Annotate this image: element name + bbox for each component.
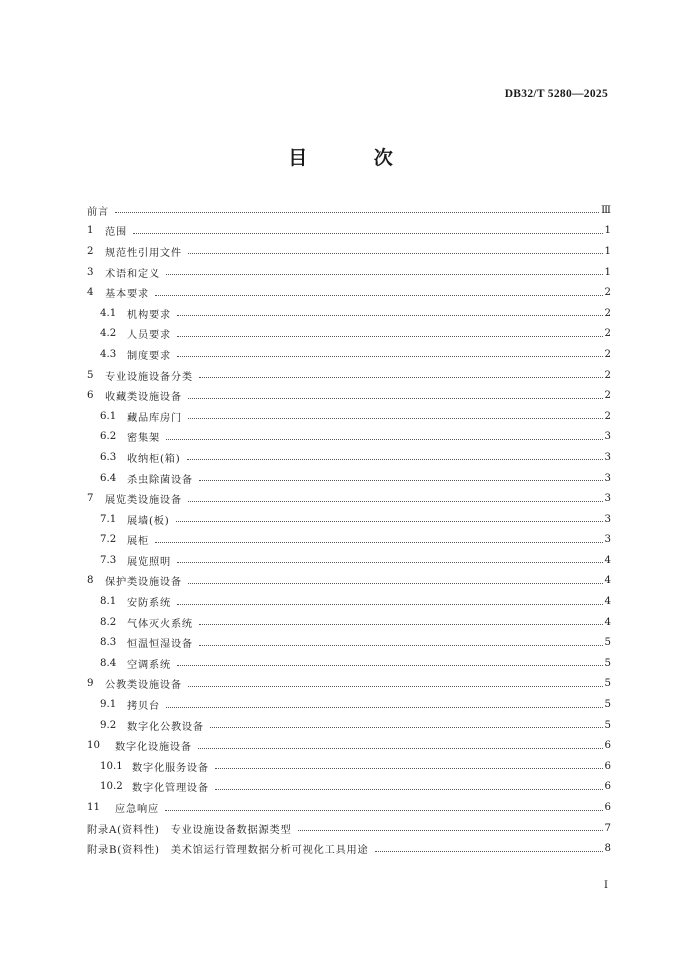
toc-entry-page: 6 — [604, 802, 611, 814]
toc-entry-page: 5 — [604, 678, 611, 690]
toc-entry-label: 展柜 — [127, 536, 149, 548]
toc-leader-dots — [215, 767, 603, 769]
toc-entry-page: 2 — [604, 287, 611, 299]
toc-entry-page: 5 — [604, 699, 611, 711]
toc-entry-label: 专业设施设备分类 — [105, 371, 193, 383]
toc-entry-page: 3 — [604, 493, 611, 505]
toc-entry-page: 3 — [604, 534, 611, 546]
toc-leader-dots — [177, 603, 603, 605]
toc-leader-dots — [199, 644, 603, 646]
toc-entry[interactable] — [87, 632, 611, 653]
toc-entry-page: 2 — [604, 410, 611, 422]
toc-leader-dots — [155, 541, 603, 543]
toc-entry[interactable] — [87, 756, 611, 777]
toc-entry-page: 3 — [604, 451, 611, 463]
toc-entry-number: 10 — [87, 740, 100, 752]
toc-leader-dots — [177, 355, 603, 357]
document-code: DB32/T 5280—2025 — [504, 88, 608, 100]
toc-entry-label: 人员要求 — [127, 330, 171, 342]
toc-entry[interactable] — [87, 591, 611, 612]
toc-entry-page: 2 — [604, 348, 611, 360]
toc-leader-dots — [115, 211, 599, 213]
toc-entry-page: 4 — [604, 554, 611, 566]
toc-entry-number: 8.2 — [100, 616, 117, 628]
toc-entry-label: 空调系统 — [127, 659, 171, 671]
toc-entry[interactable] — [87, 818, 611, 839]
toc-leader-dots — [188, 582, 603, 584]
toc-leader-dots — [165, 809, 603, 811]
toc-leader-dots — [188, 685, 603, 687]
toc-entry-page: 3 — [604, 431, 611, 443]
toc-entry-label: 安防系统 — [127, 598, 171, 610]
toc-entry-page: 6 — [604, 760, 611, 772]
toc-entry-label: 保护类设施设备 — [105, 577, 182, 589]
toc-entry-number: 1 — [87, 225, 94, 237]
toc-entry-label: 附录B(资料性) 美术馆运行管理数据分析可视化工具用途 — [87, 845, 369, 857]
page-title: 目 次 — [288, 147, 423, 169]
toc-entry[interactable] — [87, 406, 611, 427]
toc-entry-label: 展墙(板) — [127, 515, 170, 527]
toc-entry-number: 8.4 — [100, 657, 117, 669]
toc-entry-label: 数字化管理设备 — [132, 783, 209, 795]
toc-leader-dots — [199, 376, 603, 378]
toc-entry-page: 4 — [604, 616, 611, 628]
toc-entry-page: 4 — [604, 596, 611, 608]
toc-entry-label: 气体灭火系统 — [127, 618, 193, 630]
toc-entry-label: 公教类设施设备 — [105, 680, 182, 692]
toc-entry-label: 规范性引用文件 — [105, 247, 182, 259]
toc-entry[interactable] — [87, 200, 611, 221]
toc-entry-label: 展览类设施设备 — [105, 495, 182, 507]
toc-entry-label: 术语和定义 — [105, 268, 160, 280]
toc-entry[interactable] — [87, 241, 611, 262]
toc-entry-number: 7 — [87, 493, 94, 505]
toc-entry[interactable] — [87, 303, 611, 324]
toc-entry[interactable] — [87, 509, 611, 530]
toc-entry-label: 数字化公教设备 — [127, 721, 204, 733]
toc-entry-number: 8.3 — [100, 637, 117, 649]
toc-leader-dots — [177, 314, 603, 316]
toc-leader-dots — [166, 706, 603, 708]
toc-entry-number: 5 — [87, 369, 94, 381]
toc-entry[interactable] — [87, 571, 611, 592]
toc-entry[interactable] — [87, 282, 611, 303]
toc-leader-dots — [210, 726, 603, 728]
toc-entry-page: 3 — [604, 472, 611, 484]
toc-entry-label: 制度要求 — [127, 350, 171, 362]
toc-entry-page: 3 — [604, 513, 611, 525]
toc-leader-dots — [215, 788, 603, 790]
toc-leader-dots — [133, 232, 603, 234]
toc-leader-dots — [188, 500, 603, 502]
toc-entry[interactable] — [87, 488, 611, 509]
toc-entry-label: 恒温恒湿设备 — [127, 639, 193, 651]
toc-entry-page: 2 — [604, 328, 611, 340]
toc-entry[interactable] — [87, 324, 611, 345]
toc-entry-number: 4.1 — [100, 307, 117, 319]
toc-entry-number: 4 — [87, 287, 94, 299]
toc-entry-label: 藏品库房门 — [127, 412, 182, 424]
toc-entry-label: 前言 — [87, 206, 109, 218]
toc-entry[interactable] — [87, 550, 611, 571]
toc-entry-page: 1 — [604, 225, 611, 237]
toc-leader-dots — [177, 664, 603, 666]
toc-entry[interactable] — [87, 385, 611, 406]
toc-entry[interactable] — [87, 344, 611, 365]
toc-leader-dots — [166, 438, 603, 440]
toc-leader-dots — [187, 458, 603, 460]
toc-entry-page: 4 — [604, 575, 611, 587]
toc-entry-number: 8.1 — [100, 596, 117, 608]
toc-entry-page: 2 — [604, 307, 611, 319]
toc-entry-number: 4.3 — [100, 348, 117, 360]
toc-entry-label: 拷贝台 — [127, 701, 160, 713]
toc-entry-label: 范围 — [105, 227, 127, 239]
toc-entry[interactable] — [87, 674, 611, 695]
toc-entry[interactable] — [87, 694, 611, 715]
toc-entry[interactable] — [87, 427, 611, 448]
toc-leader-dots — [188, 397, 603, 399]
toc-entry-number: 8 — [87, 575, 94, 587]
toc-entry[interactable] — [87, 262, 611, 283]
toc-leader-dots — [177, 335, 603, 337]
toc-entry-number: 6 — [87, 390, 94, 402]
toc-entry-page: Ⅲ — [601, 204, 611, 216]
toc-leader-dots — [188, 417, 603, 419]
toc-entry-number: 3 — [87, 266, 94, 278]
toc-entry[interactable] — [87, 447, 611, 468]
page-number: Ⅰ — [604, 880, 608, 891]
toc-entry-number: 10.2 — [100, 781, 123, 793]
toc-entry-label: 数字化设施设备 — [115, 742, 192, 754]
toc-entry-page: 5 — [604, 719, 611, 731]
toc-entry-page: 1 — [604, 245, 611, 257]
toc-entry[interactable] — [87, 468, 611, 489]
toc-entry[interactable] — [87, 530, 611, 551]
toc-entry-number: 6.3 — [100, 451, 117, 463]
toc-entry-number: 6.4 — [100, 472, 117, 484]
toc-leader-dots — [198, 747, 603, 749]
toc-entry-page: 2 — [604, 390, 611, 402]
toc-entry-label: 应急响应 — [115, 804, 159, 816]
toc-entry-number: 10.1 — [100, 760, 123, 772]
toc-entry-label: 展览照明 — [127, 556, 171, 568]
toc-entry-number: 7.1 — [100, 513, 117, 525]
toc-entry-number: 4.2 — [100, 328, 117, 340]
toc-entry[interactable] — [87, 365, 611, 386]
toc-entry-label: 基本要求 — [105, 289, 149, 301]
toc-leader-dots — [166, 273, 603, 275]
toc-entry[interactable] — [87, 653, 611, 674]
toc-entry-page: 6 — [604, 740, 611, 752]
toc-entry-number: 7.3 — [100, 554, 117, 566]
toc-leader-dots — [176, 520, 603, 522]
toc-entry-number: 9.2 — [100, 719, 117, 731]
toc-entry-number: 6.1 — [100, 410, 117, 422]
toc-leader-dots — [375, 850, 603, 852]
toc-leader-dots — [188, 252, 603, 254]
table-of-contents — [87, 200, 611, 859]
toc-entry[interactable] — [87, 735, 611, 756]
toc-entry-page: 5 — [604, 657, 611, 669]
toc-entry-page: 7 — [604, 822, 611, 834]
toc-entry-page: 1 — [604, 266, 611, 278]
toc-leader-dots — [298, 829, 603, 831]
toc-entry-label: 机构要求 — [127, 309, 171, 321]
toc-entry-label: 杀虫除菌设备 — [127, 474, 193, 486]
toc-entry-number: 9 — [87, 678, 94, 690]
toc-entry-page: 5 — [604, 637, 611, 649]
toc-entry-number: 9.1 — [100, 699, 117, 711]
toc-entry-label: 密集架 — [127, 433, 160, 445]
toc-entry[interactable] — [87, 612, 611, 633]
toc-entry[interactable] — [87, 838, 611, 859]
toc-entry-page: 2 — [604, 369, 611, 381]
toc-entry-label: 收藏类设施设备 — [105, 392, 182, 404]
toc-leader-dots — [177, 561, 603, 563]
toc-entry-page: 8 — [604, 843, 611, 855]
toc-entry[interactable] — [87, 221, 611, 242]
toc-entry-label: 收纳柜(箱) — [127, 453, 181, 465]
toc-leader-dots — [155, 294, 603, 296]
toc-entry-number: 11 — [87, 802, 100, 814]
toc-entry[interactable] — [87, 715, 611, 736]
toc-entry-number: 7.2 — [100, 534, 117, 546]
toc-entry-number: 2 — [87, 245, 94, 257]
toc-leader-dots — [199, 479, 603, 481]
toc-entry[interactable] — [87, 777, 611, 798]
toc-entry-page: 6 — [604, 781, 611, 793]
toc-entry-label: 数字化服务设备 — [132, 762, 209, 774]
toc-entry-label: 附录A(资料性) 专业设施设备数据源类型 — [87, 824, 292, 836]
toc-entry[interactable] — [87, 797, 611, 818]
toc-entry-number: 6.2 — [100, 431, 117, 443]
toc-leader-dots — [199, 623, 603, 625]
